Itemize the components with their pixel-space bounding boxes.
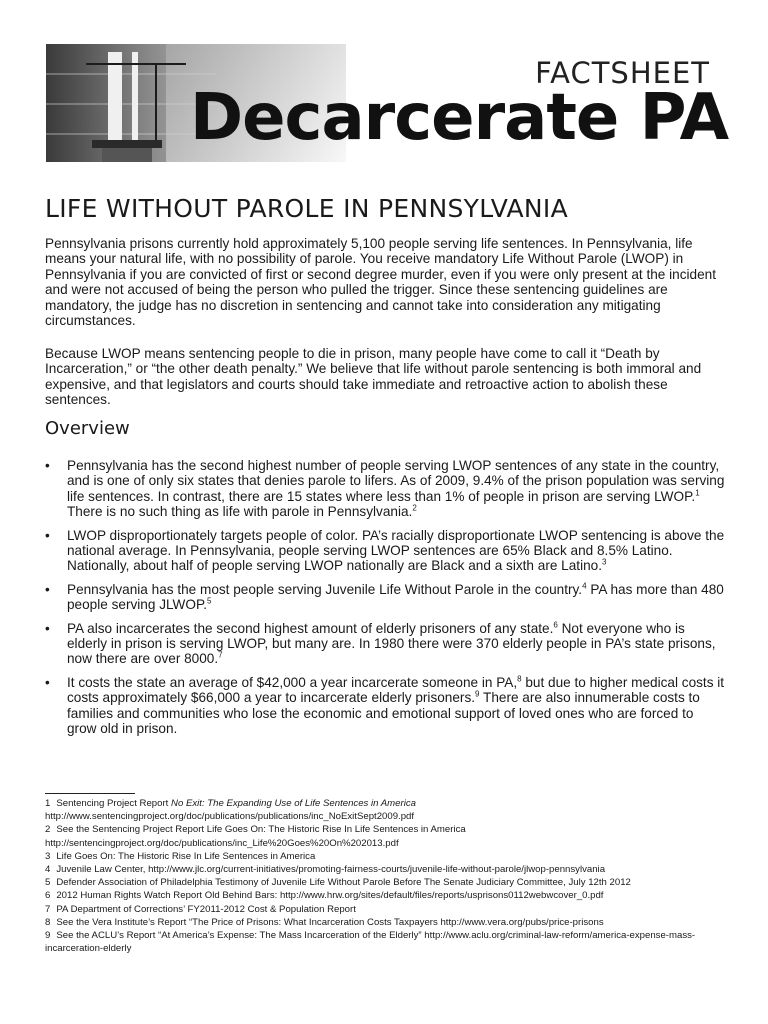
header bbox=[0, 0, 768, 190]
overview-item bbox=[45, 458, 725, 520]
bullet-icon: • bbox=[45, 527, 50, 543]
footnote-text: Sentencing Project Report bbox=[56, 798, 172, 809]
overview-item bbox=[45, 621, 725, 667]
item-text: There is no such thing as life with parole in Pennsylvania. bbox=[67, 504, 413, 520]
footnote-link[interactable]: http://www.sentencingproject.org/doc/publications/publications/inc_NoExitSept2009.pdf bbox=[45, 811, 415, 823]
item-text: It costs the state an average of $42,000 a year incarcerate someone in PA, bbox=[67, 674, 518, 690]
bullet-icon: • bbox=[45, 581, 50, 597]
bullet-icon: • bbox=[45, 458, 50, 473]
item-text: Not everyone who is elderly in prison is serving LWOP, but many are. In 1980 there were 370 elderly people in PA’s state prisons, now there are over 8000. bbox=[67, 620, 716, 667]
item-text: but due to higher medical costs it costs approximately $66,000 a year to incarcerate elderly prisoners. bbox=[67, 674, 725, 706]
footnote-number: 9 bbox=[45, 930, 51, 942]
footnote-text[interactable]: See the Vera Institute’s Report “The Price of Prisons: What Incarceration Costs Taxpayers http://www.vera.org/pubs/price-prisons bbox=[56, 916, 604, 928]
footnote bbox=[45, 863, 725, 876]
footnote-text[interactable]: See the Sentencing Project Report Life Goes On: The Historic Rise In Life Sentences in America http://sentencingproject.org/doc/publications/inc_Life%20Goes%20On%202013.pdf bbox=[45, 824, 466, 849]
overview-item bbox=[45, 675, 725, 737]
footnote-text[interactable]: 2012 Human Rights Watch Report Old Behind Bars: http://www.hrw.org/sites/default/files/reports/usprisons0112webwcover_0.pdf bbox=[56, 890, 604, 902]
footnote bbox=[45, 916, 725, 929]
footnote-text: Defender Association of Philadelphia Testimony of Juvenile Life Without Parole Before The Senate Judiciary Committee, July 12th 2012 bbox=[56, 877, 631, 889]
footnote-ref[interactable]: 2 bbox=[412, 503, 417, 513]
footnote-number: 7 bbox=[45, 903, 51, 915]
footnote bbox=[45, 929, 725, 955]
footnote-ref[interactable]: 3 bbox=[602, 557, 607, 567]
item-text: Pennsylvania has the second highest number of people serving LWOP sentences of any state in the country, and is one of only six states that denies parole to lifers. As of 2009, 9.4% of the prison population was serving life sentences. In contrast, there are 15 states where less than 1% of people in prison are serving LWOP. bbox=[67, 458, 725, 504]
overview-heading: Overview bbox=[45, 418, 130, 439]
bullet-icon: • bbox=[45, 620, 50, 636]
footnote-text[interactable]: See the ACLU’s Report “At America’s Expense: The Mass Incarceration of the Elderly” http://www.aclu.org/criminal-law-reform/america-expense-mass-incarceration-elderly bbox=[45, 930, 696, 955]
footnote-number: 4 bbox=[45, 864, 51, 876]
footnote-text: Life Goes On: The Historic Rise In Life Sentences in America bbox=[56, 850, 316, 862]
footnote-ref[interactable]: 9 bbox=[475, 689, 480, 699]
footnote-number: 1 bbox=[45, 798, 51, 809]
footnote bbox=[45, 876, 725, 889]
footnote-number: 5 bbox=[45, 877, 51, 889]
footnote-number: 3 bbox=[45, 850, 51, 862]
footnote bbox=[45, 850, 725, 863]
footnote-divider bbox=[45, 793, 135, 794]
item-text: PA has more than 480 people serving JLWOP. bbox=[67, 581, 724, 613]
footnote-ref[interactable]: 8 bbox=[517, 674, 522, 684]
footnote-ref[interactable]: 6 bbox=[553, 620, 558, 630]
footnote-number: 8 bbox=[45, 916, 51, 928]
footnote-ref[interactable]: 5 bbox=[207, 596, 212, 606]
footnotes-list bbox=[45, 797, 725, 955]
footnote-number: 6 bbox=[45, 890, 51, 902]
footnote bbox=[45, 889, 725, 902]
factsheet-label: FACTSHEET bbox=[535, 56, 710, 90]
footnote-ref[interactable]: 1 bbox=[695, 488, 700, 498]
item-text: LWOP disproportionately targets people of color. PA’s racially disproportionate LWOP sentencing is above the national average. In Pennsylvania, people serving LWOP sentences are 65% Black and 8.5% Latino. Nationally, about half of people serving LWOP nationally are Black and a sixth are Latino. bbox=[67, 527, 725, 574]
footnote-text[interactable]: Juvenile Law Center, http://www.jlc.org/current-initiatives/promoting-fairness-courts/juvenile-life-without-parole/jlwop-pennsylvania bbox=[56, 864, 606, 876]
footnote-text: PA Department of Corrections’ FY2011-2012 Cost & Population Report bbox=[56, 903, 356, 915]
item-text: PA also incarcerates the second highest amount of elderly prisoners of any state. bbox=[67, 620, 554, 636]
footnote bbox=[45, 903, 725, 916]
overview-item bbox=[45, 582, 725, 613]
brand-title: Decarcerate PA bbox=[190, 81, 729, 155]
footnote-title: No Exit: The Expanding Use of Life Sentences in America bbox=[171, 798, 416, 809]
bullet-icon: • bbox=[45, 674, 50, 690]
intro-paragraph: Pennsylvania prisons currently hold approximately 5,100 people serving life sentences. In Pennsylvania, life means your natural life, with no possibility of parole. You receive mandatory Life Without Parole (LWOP) in Pennsylvania if you are convicted of first or second degree murder, even if you were only present at the incident and were not accused of being the person who pulled the trigger. Since these sentencing guidelines are mandatory, the judge has no discretion in sentencing and cannot take into consideration any mitigating circumstances. bbox=[45, 236, 716, 329]
page-title: LIFE WITHOUT PAROLE IN PENNSYLVANIA bbox=[45, 194, 568, 223]
footnote bbox=[45, 797, 725, 823]
footnote-number: 2 bbox=[45, 824, 51, 836]
item-text: There are also innumerable costs to families and communities who lose the economic and emotional support of loved ones who are forced to grow old in prison. bbox=[67, 690, 700, 737]
footnote bbox=[45, 823, 725, 849]
footnote-ref[interactable]: 4 bbox=[582, 581, 587, 591]
footnote-ref[interactable]: 7 bbox=[218, 650, 223, 660]
item-text: Pennsylvania has the most people serving Juvenile Life Without Parole in the country. bbox=[67, 581, 583, 597]
overview-item bbox=[45, 528, 725, 574]
intro-paragraph: Because LWOP means sentencing people to die in prison, many people have come to call it “Death by Incarceration,” or “the other death penalty.” We believe that life without parole sentencing is both immoral and expensive, and that legislators and courts should take immediate and retroactive action to abolish these sentences. bbox=[45, 346, 702, 408]
overview-list bbox=[45, 458, 725, 745]
